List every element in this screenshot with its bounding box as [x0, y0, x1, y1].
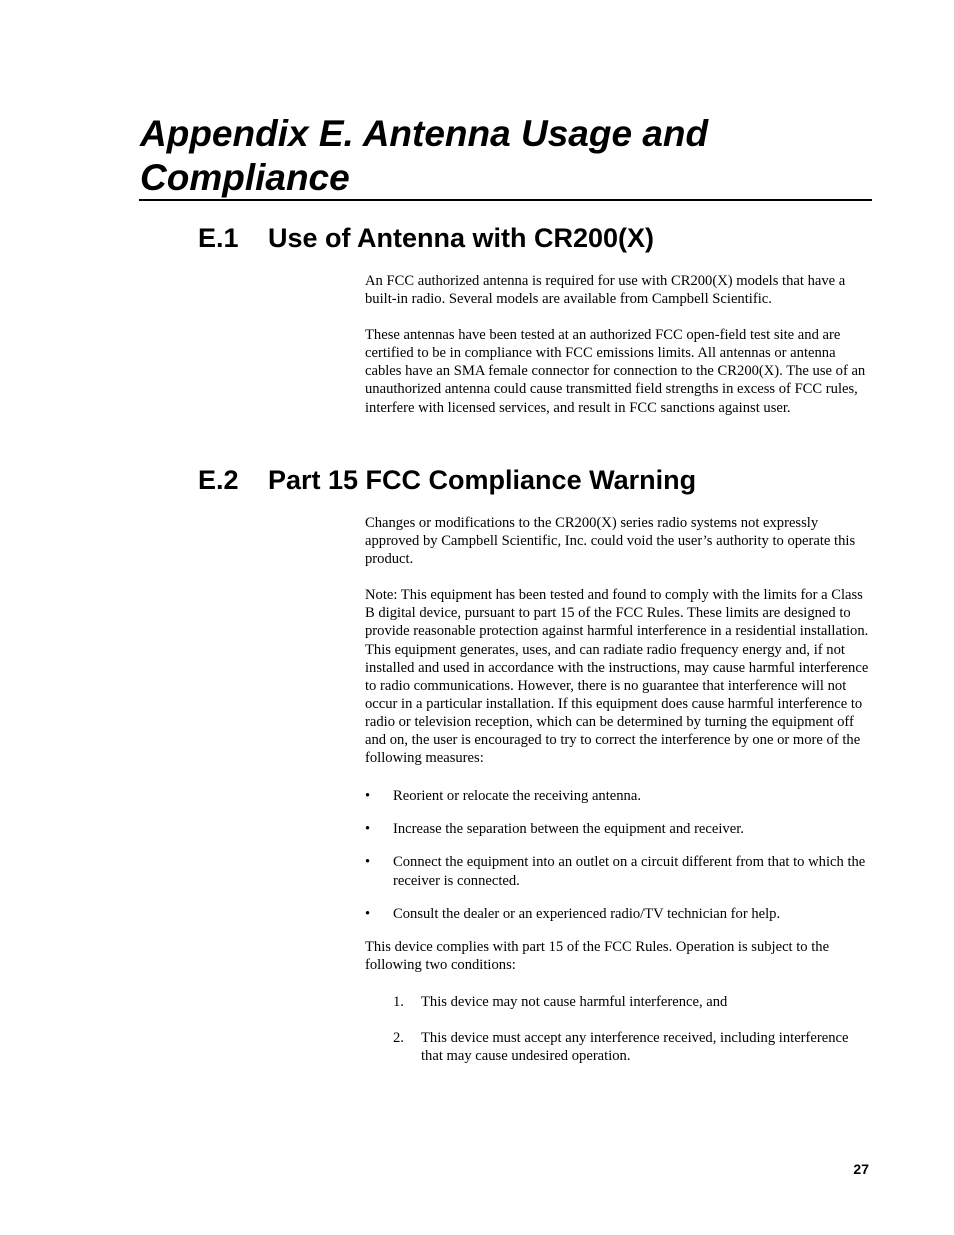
- chapter-title: Appendix E. Antenna Usage and Compliance: [140, 113, 709, 198]
- paragraph: Changes or modifications to the CR200(X) series radio systems not expressly approved by Campbell Scientific, Inc. could void the user’s authority to operate this product.: [365, 515, 856, 568]
- section-heading-e2: [198, 464, 696, 496]
- conditions-list: [365, 993, 872, 1065]
- list-item: • Increase the separation between the equipment and receiver.: [365, 821, 744, 838]
- section-number: E.2: [198, 465, 239, 495]
- list-item: • Consult the dealer or an experienced radio/TV technician for help.: [365, 905, 781, 922]
- section-heading-e1: [198, 222, 654, 254]
- section-title: Part 15 FCC Compliance Warning: [268, 465, 697, 495]
- paragraph: This device complies with part 15 of the FCC Rules. Operation is subject to the following two conditions:: [365, 938, 830, 973]
- section-body-e2: [365, 514, 872, 1083]
- paragraph: Note: This equipment has been tested and found to comply with the limits for a Class B digital device, pursuant to part 15 of the FCC Rules. These limits are designed to provide reasonable protection against harmful interference in a residential installation. This equipment generates, uses, and can radiate radio frequency energy and, if not installed and used in accordance with the instructions, may cause harmful interference to radio communications. However, there is no guarantee that interference will not occur in a particular installation. If this equipment does cause harmful interference to radio or television reception, which can be determined by turning the equipment off and on, the user is encouraged to try to correct the interference by one or more of the following measures:: [365, 587, 869, 767]
- section-title: Use of Antenna with CR200(X): [268, 223, 655, 253]
- paragraph: These antennas have been tested at an authorized FCC open-field test site and are certified to be in compliance with FCC emissions limits. All antennas or antenna cables have an SMA female connector for connection to the CR200(X). The use of an unauthorized antenna could cause transmitted field strengths in excess of FCC rules, interfere with licensed services, and result in FCC sanctions against user.: [365, 327, 866, 416]
- paragraph: An FCC authorized antenna is required for use with CR200(X) models that have a built-in radio. Several models are available from Campbell Scientific.: [365, 273, 846, 308]
- bullet-icon: •: [365, 854, 371, 871]
- list-number: 1.: [393, 993, 404, 1010]
- list-item: • Reorient or relocate the receiving antenna.: [365, 788, 641, 805]
- chapter-title-rule: [139, 199, 872, 201]
- measures-list: [365, 787, 872, 922]
- page-number: 27: [853, 1161, 869, 1177]
- list-item: 1. This device may not cause harmful interference, and: [393, 993, 728, 1010]
- list-item: 2. This device must accept any interference received, including interference that may cause undesired operation.: [393, 1029, 849, 1065]
- bullet-icon: •: [365, 788, 371, 805]
- list-number: 2.: [393, 1029, 404, 1046]
- section-body-e1: [365, 272, 872, 435]
- bullet-icon: •: [365, 821, 371, 838]
- section-number: E.1: [198, 223, 239, 253]
- list-item: • Connect the equipment into an outlet on a circuit different from that to which the receiver is connected.: [365, 854, 866, 889]
- bullet-icon: •: [365, 905, 371, 922]
